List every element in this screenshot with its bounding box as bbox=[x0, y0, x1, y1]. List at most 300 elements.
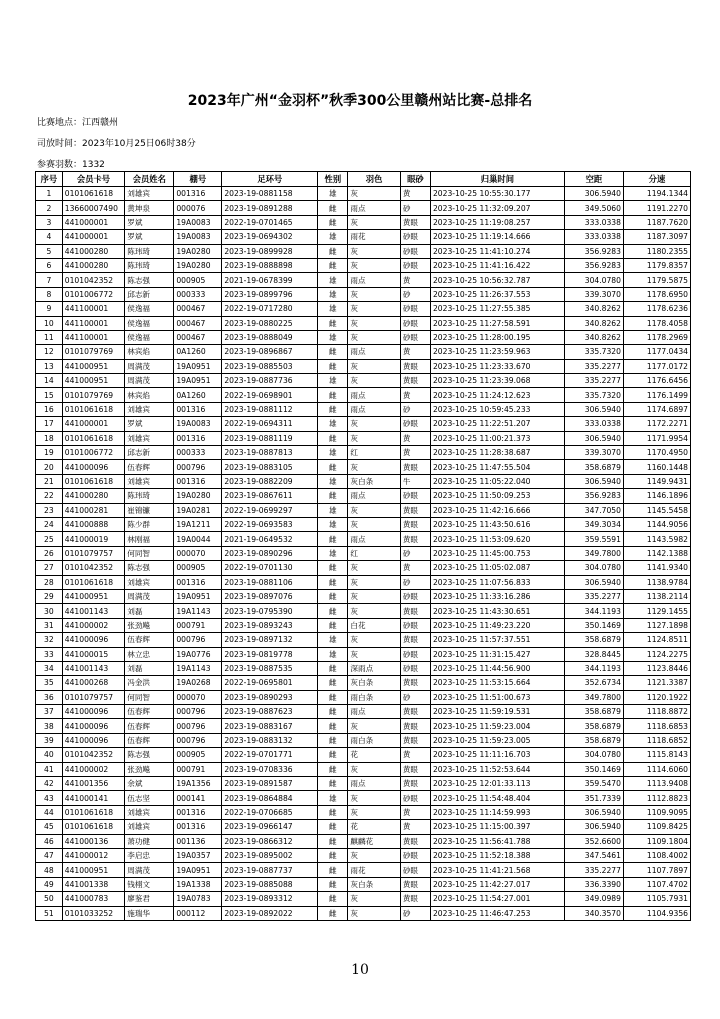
page-title: 2023年广州“金羽杯”秋季300公里赣州站比赛-总排名 bbox=[187, 93, 533, 109]
column-header-ring: 足环号 bbox=[222, 172, 318, 187]
cell-loft: 001316 bbox=[174, 402, 222, 416]
cell-member-name: 刘雄宾 bbox=[125, 474, 174, 488]
cell-color: 红 bbox=[348, 546, 400, 560]
cell-gender: 雄 bbox=[318, 546, 348, 560]
cell-arrival-time: 2023-10-25 11:52:18.388 bbox=[430, 848, 564, 862]
cell-gender: 雌 bbox=[318, 906, 348, 920]
cell-ring: 2022-19-0695801 bbox=[222, 676, 318, 690]
table-row bbox=[36, 316, 691, 330]
cell-ring: 2023-19-0881158 bbox=[222, 187, 318, 201]
cell-speed: 1187.3097 bbox=[623, 230, 690, 244]
cell-color: 雨白条 bbox=[348, 690, 400, 704]
table-row bbox=[36, 661, 691, 675]
cell-color: 灰 bbox=[348, 244, 400, 258]
cell-color: 雨点 bbox=[348, 273, 400, 287]
cell-loft: 000467 bbox=[174, 302, 222, 316]
column-header-arrival-time: 归巢时间 bbox=[430, 172, 564, 187]
cell-eye: 黄 bbox=[400, 446, 430, 460]
cell-speed: 1191.2270 bbox=[623, 201, 690, 215]
cell-distance: 349.3034 bbox=[564, 517, 623, 531]
cell-arrival-time: 2023-10-25 11:00:21.373 bbox=[430, 431, 564, 445]
cell-gender: 雌 bbox=[318, 892, 348, 906]
cell-distance: 306.5940 bbox=[564, 474, 623, 488]
table-row bbox=[36, 244, 691, 258]
cell-color: 雨点 bbox=[348, 345, 400, 359]
cell-color: 花 bbox=[348, 820, 400, 834]
cell-loft: 000791 bbox=[174, 762, 222, 776]
cell-arrival-time: 2023-10-25 11:49:23.220 bbox=[430, 618, 564, 632]
cell-member-name: 钱栩文 bbox=[125, 877, 174, 891]
table-row bbox=[36, 460, 691, 474]
cell-no: 2 bbox=[36, 201, 63, 215]
cell-gender: 雌 bbox=[318, 532, 348, 546]
cell-gender: 雄 bbox=[318, 374, 348, 388]
cell-distance: 340.3570 bbox=[564, 906, 623, 920]
cell-ring: 2022-19-0699297 bbox=[222, 503, 318, 517]
cell-loft: 000333 bbox=[174, 287, 222, 301]
cell-arrival-time: 2023-10-25 11:53:09.620 bbox=[430, 532, 564, 546]
cell-member-card: 13660007490 bbox=[62, 201, 124, 215]
cell-member-card: 441000015 bbox=[62, 647, 124, 661]
cell-member-card: 0101061618 bbox=[62, 474, 124, 488]
cell-gender: 雄 bbox=[318, 273, 348, 287]
cell-color: 灰 bbox=[348, 215, 400, 229]
cell-ring: 2022-19-0694311 bbox=[222, 417, 318, 431]
cell-eye: 砂眼 bbox=[400, 316, 430, 330]
cell-distance: 328.8445 bbox=[564, 647, 623, 661]
cell-no: 20 bbox=[36, 460, 63, 474]
cell-gender: 雄 bbox=[318, 187, 348, 201]
cell-ring: 2022-19-0706685 bbox=[222, 805, 318, 819]
cell-ring: 2023-19-0899928 bbox=[222, 244, 318, 258]
cell-eye: 黄眼 bbox=[400, 359, 430, 373]
cell-eye: 黄 bbox=[400, 561, 430, 575]
cell-gender: 雌 bbox=[318, 402, 348, 416]
cell-arrival-time: 2023-10-25 11:54:27.001 bbox=[430, 892, 564, 906]
table-row bbox=[36, 589, 691, 603]
cell-distance: 347.5461 bbox=[564, 848, 623, 862]
table-row bbox=[36, 201, 691, 215]
cell-member-card: 0101079757 bbox=[62, 690, 124, 704]
cell-distance: 335.2277 bbox=[564, 374, 623, 388]
cell-no: 32 bbox=[36, 633, 63, 647]
cell-ring: 2023-19-0888049 bbox=[222, 330, 318, 344]
cell-distance: 358.6879 bbox=[564, 633, 623, 647]
cell-distance: 358.6879 bbox=[564, 719, 623, 733]
cell-member-card: 441000001 bbox=[62, 230, 124, 244]
cell-speed: 1121.3387 bbox=[623, 676, 690, 690]
cell-speed: 1107.7897 bbox=[623, 863, 690, 877]
cell-member-name: 林立忠 bbox=[125, 647, 174, 661]
cell-speed: 1105.7931 bbox=[623, 892, 690, 906]
cell-speed: 1113.9408 bbox=[623, 777, 690, 791]
cell-ring: 2022-19-0698901 bbox=[222, 388, 318, 402]
cell-loft: 000141 bbox=[174, 791, 222, 805]
cell-eye: 黄 bbox=[400, 805, 430, 819]
cell-gender: 雌 bbox=[318, 676, 348, 690]
cell-loft: 000796 bbox=[174, 733, 222, 747]
cell-gender: 雌 bbox=[318, 719, 348, 733]
column-header-distance: 空距 bbox=[564, 172, 623, 187]
cell-arrival-time: 2023-10-25 11:41:16.422 bbox=[430, 258, 564, 272]
cell-speed: 1187.7620 bbox=[623, 215, 690, 229]
cell-speed: 1138.2114 bbox=[623, 589, 690, 603]
cell-eye: 黄眼 bbox=[400, 676, 430, 690]
cell-no: 13 bbox=[36, 359, 63, 373]
cell-gender: 雌 bbox=[318, 705, 348, 719]
cell-color: 深雨点 bbox=[348, 661, 400, 675]
table-header-row bbox=[36, 172, 691, 187]
cell-ring: 2023-19-0881119 bbox=[222, 431, 318, 445]
cell-loft: 001136 bbox=[174, 834, 222, 848]
cell-loft: 000905 bbox=[174, 273, 222, 287]
cell-no: 29 bbox=[36, 589, 63, 603]
cell-arrival-time: 2023-10-25 11:53:15.664 bbox=[430, 676, 564, 690]
cell-loft: 001316 bbox=[174, 474, 222, 488]
cell-gender: 雄 bbox=[318, 330, 348, 344]
cell-color: 灰 bbox=[348, 575, 400, 589]
cell-member-card: 441100001 bbox=[62, 330, 124, 344]
cell-member-card: 441100001 bbox=[62, 316, 124, 330]
cell-speed: 1109.1804 bbox=[623, 834, 690, 848]
cell-eye: 黄 bbox=[400, 345, 430, 359]
cell-no: 31 bbox=[36, 618, 63, 632]
cell-color: 灰 bbox=[348, 431, 400, 445]
cell-ring: 2023-19-0883132 bbox=[222, 733, 318, 747]
cell-speed: 1141.9340 bbox=[623, 561, 690, 575]
table-row bbox=[36, 618, 691, 632]
cell-speed: 1172.2271 bbox=[623, 417, 690, 431]
cell-gender: 雌 bbox=[318, 805, 348, 819]
cell-speed: 1123.8446 bbox=[623, 661, 690, 675]
cell-distance: 340.8262 bbox=[564, 316, 623, 330]
cell-eye: 黄眼 bbox=[400, 503, 430, 517]
cell-color: 灰 bbox=[348, 589, 400, 603]
cell-member-card: 0101042352 bbox=[62, 561, 124, 575]
cell-loft: 19A0280 bbox=[174, 258, 222, 272]
cell-ring: 2022-19-0701130 bbox=[222, 561, 318, 575]
cell-eye: 砂眼 bbox=[400, 330, 430, 344]
cell-loft: 000467 bbox=[174, 316, 222, 330]
cell-color: 灰 bbox=[348, 417, 400, 431]
cell-member-card: 441000096 bbox=[62, 633, 124, 647]
table-row bbox=[36, 705, 691, 719]
cell-no: 18 bbox=[36, 431, 63, 445]
cell-member-card: 441000002 bbox=[62, 618, 124, 632]
cell-member-name: 刘雄宾 bbox=[125, 805, 174, 819]
column-header-speed: 分速 bbox=[623, 172, 690, 187]
cell-distance: 344.1193 bbox=[564, 661, 623, 675]
cell-member-name: 廖鉴君 bbox=[125, 892, 174, 906]
cell-eye: 砂 bbox=[400, 906, 430, 920]
release-time: 司放时间：2023年10月25日06时38分 bbox=[37, 139, 196, 149]
cell-ring: 2023-19-0881112 bbox=[222, 402, 318, 416]
cell-arrival-time: 2023-10-25 11:14:59.993 bbox=[430, 805, 564, 819]
cell-member-card: 441100001 bbox=[62, 302, 124, 316]
cell-no: 21 bbox=[36, 474, 63, 488]
table-row bbox=[36, 676, 691, 690]
cell-ring: 2023-19-0883105 bbox=[222, 460, 318, 474]
cell-loft: 000076 bbox=[174, 201, 222, 215]
cell-member-name: 黄坤泉 bbox=[125, 201, 174, 215]
cell-loft: 19A1211 bbox=[174, 517, 222, 531]
cell-loft: 001316 bbox=[174, 187, 222, 201]
cell-color: 灰 bbox=[348, 604, 400, 618]
cell-loft: 19A1356 bbox=[174, 777, 222, 791]
cell-eye: 砂眼 bbox=[400, 647, 430, 661]
cell-loft: 19A0280 bbox=[174, 244, 222, 258]
cell-color: 灰 bbox=[348, 791, 400, 805]
cell-ring: 2022-19-0693583 bbox=[222, 517, 318, 531]
cell-speed: 1124.2275 bbox=[623, 647, 690, 661]
table-row bbox=[36, 330, 691, 344]
cell-arrival-time: 2023-10-25 11:57:37.551 bbox=[430, 633, 564, 647]
cell-no: 1 bbox=[36, 187, 63, 201]
cell-member-card: 0101079769 bbox=[62, 345, 124, 359]
cell-color: 灰 bbox=[348, 287, 400, 301]
cell-eye: 黄眼 bbox=[400, 604, 430, 618]
cell-loft: 19A0951 bbox=[174, 359, 222, 373]
cell-loft: 19A0776 bbox=[174, 647, 222, 661]
cell-arrival-time: 2023-10-25 11:26:37.553 bbox=[430, 287, 564, 301]
cell-ring: 2023-19-0881106 bbox=[222, 575, 318, 589]
cell-speed: 1104.9356 bbox=[623, 906, 690, 920]
cell-no: 38 bbox=[36, 719, 63, 733]
cell-speed: 1118.8872 bbox=[623, 705, 690, 719]
cell-distance: 351.7339 bbox=[564, 791, 623, 805]
cell-distance: 306.5940 bbox=[564, 805, 623, 819]
cell-eye: 砂眼 bbox=[400, 244, 430, 258]
cell-arrival-time: 2023-10-25 11:43:30.651 bbox=[430, 604, 564, 618]
cell-gender: 雌 bbox=[318, 690, 348, 704]
cell-loft: 19A0783 bbox=[174, 892, 222, 906]
cell-eye: 黄 bbox=[400, 748, 430, 762]
cell-arrival-time: 2023-10-25 11:45:00.753 bbox=[430, 546, 564, 560]
cell-eye: 黄眼 bbox=[400, 892, 430, 906]
cell-gender: 雌 bbox=[318, 359, 348, 373]
cell-member-card: 441000268 bbox=[62, 676, 124, 690]
cell-no: 42 bbox=[36, 777, 63, 791]
cell-arrival-time: 2023-10-25 11:44:56.900 bbox=[430, 661, 564, 675]
cell-ring: 2023-19-0694302 bbox=[222, 230, 318, 244]
cell-distance: 358.6879 bbox=[564, 733, 623, 747]
cell-no: 51 bbox=[36, 906, 63, 920]
table-row bbox=[36, 187, 691, 201]
cell-ring: 2022-19-0701771 bbox=[222, 748, 318, 762]
cell-distance: 352.6734 bbox=[564, 676, 623, 690]
cell-gender: 雌 bbox=[318, 431, 348, 445]
cell-speed: 1143.5982 bbox=[623, 532, 690, 546]
table-row bbox=[36, 719, 691, 733]
cell-distance: 304.0780 bbox=[564, 561, 623, 575]
table-row bbox=[36, 215, 691, 229]
cell-speed: 1112.8823 bbox=[623, 791, 690, 805]
cell-distance: 333.0338 bbox=[564, 215, 623, 229]
cell-eye: 黄眼 bbox=[400, 532, 430, 546]
cell-member-card: 441000281 bbox=[62, 503, 124, 517]
cell-member-name: 邱志新 bbox=[125, 446, 174, 460]
cell-no: 33 bbox=[36, 647, 63, 661]
cell-gender: 雄 bbox=[318, 633, 348, 647]
cell-gender: 雌 bbox=[318, 733, 348, 747]
cell-distance: 335.7320 bbox=[564, 345, 623, 359]
cell-speed: 1109.8425 bbox=[623, 820, 690, 834]
cell-ring: 2023-19-0891288 bbox=[222, 201, 318, 215]
cell-speed: 1178.4058 bbox=[623, 316, 690, 330]
cell-eye: 砂眼 bbox=[400, 230, 430, 244]
cell-arrival-time: 2023-10-25 11:05:22.040 bbox=[430, 474, 564, 488]
cell-speed: 1179.5875 bbox=[623, 273, 690, 287]
cell-color: 灰 bbox=[348, 805, 400, 819]
cell-gender: 雌 bbox=[318, 489, 348, 503]
cell-gender: 雌 bbox=[318, 762, 348, 776]
cell-arrival-time: 2023-10-25 11:54:48.404 bbox=[430, 791, 564, 805]
cell-no: 30 bbox=[36, 604, 63, 618]
cell-no: 48 bbox=[36, 863, 63, 877]
cell-no: 22 bbox=[36, 489, 63, 503]
cell-loft: 000796 bbox=[174, 719, 222, 733]
cell-ring: 2023-19-0883167 bbox=[222, 719, 318, 733]
cell-eye: 黄眼 bbox=[400, 374, 430, 388]
cell-eye: 黄眼 bbox=[400, 719, 430, 733]
cell-member-card: 441001338 bbox=[62, 877, 124, 891]
cell-eye: 砂眼 bbox=[400, 863, 430, 877]
cell-member-name: 林宾焰 bbox=[125, 388, 174, 402]
cell-ring: 2023-19-0864884 bbox=[222, 791, 318, 805]
cell-distance: 335.2277 bbox=[564, 359, 623, 373]
cell-distance: 335.7320 bbox=[564, 388, 623, 402]
cell-arrival-time: 2023-10-25 11:28:00.195 bbox=[430, 330, 564, 344]
table-row bbox=[36, 733, 691, 747]
cell-eye: 黄 bbox=[400, 273, 430, 287]
table-row bbox=[36, 863, 691, 877]
cell-no: 25 bbox=[36, 532, 63, 546]
cell-member-card: 0101006772 bbox=[62, 446, 124, 460]
table-row bbox=[36, 517, 691, 531]
ranking-table bbox=[35, 171, 691, 921]
cell-gender: 雄 bbox=[318, 287, 348, 301]
cell-ring: 2023-19-0887813 bbox=[222, 446, 318, 460]
cell-eye: 黄眼 bbox=[400, 633, 430, 647]
table-row bbox=[36, 302, 691, 316]
cell-ring: 2023-19-0966147 bbox=[222, 820, 318, 834]
cell-no: 8 bbox=[36, 287, 63, 301]
cell-color: 雨点 bbox=[348, 201, 400, 215]
cell-color: 雨花 bbox=[348, 863, 400, 877]
table-row bbox=[36, 359, 691, 373]
cell-distance: 306.5940 bbox=[564, 575, 623, 589]
cell-speed: 1177.0434 bbox=[623, 345, 690, 359]
cell-member-card: 441000141 bbox=[62, 791, 124, 805]
cell-member-card: 0101079757 bbox=[62, 546, 124, 560]
cell-arrival-time: 2023-10-25 11:31:15.427 bbox=[430, 647, 564, 661]
cell-color: 雨点 bbox=[348, 388, 400, 402]
table-row bbox=[36, 777, 691, 791]
cell-ring: 2023-19-0893312 bbox=[222, 892, 318, 906]
cell-ring: 2023-19-0891587 bbox=[222, 777, 318, 791]
cell-color: 灰 bbox=[348, 762, 400, 776]
cell-eye: 黄眼 bbox=[400, 517, 430, 531]
cell-eye: 黄眼 bbox=[400, 460, 430, 474]
cell-no: 46 bbox=[36, 834, 63, 848]
cell-no: 36 bbox=[36, 690, 63, 704]
cell-member-card: 441000951 bbox=[62, 863, 124, 877]
cell-arrival-time: 2023-10-25 11:59:19.531 bbox=[430, 705, 564, 719]
table-row bbox=[36, 374, 691, 388]
cell-member-name: 伍春辉 bbox=[125, 719, 174, 733]
cell-member-name: 周满茂 bbox=[125, 589, 174, 603]
cell-member-card: 441000280 bbox=[62, 489, 124, 503]
cell-speed: 1129.1455 bbox=[623, 604, 690, 618]
cell-distance: 349.5060 bbox=[564, 201, 623, 215]
cell-speed: 1178.6236 bbox=[623, 302, 690, 316]
cell-member-card: 441000951 bbox=[62, 359, 124, 373]
cell-no: 37 bbox=[36, 705, 63, 719]
cell-loft: 19A0083 bbox=[174, 230, 222, 244]
cell-ring: 2023-19-0866312 bbox=[222, 834, 318, 848]
cell-gender: 雌 bbox=[318, 215, 348, 229]
cell-gender: 雌 bbox=[318, 244, 348, 258]
cell-member-card: 0101061618 bbox=[62, 187, 124, 201]
cell-loft: 19A0951 bbox=[174, 863, 222, 877]
cell-color: 灰 bbox=[348, 906, 400, 920]
cell-member-name: 刘雄宾 bbox=[125, 820, 174, 834]
cell-color: 雨点 bbox=[348, 402, 400, 416]
cell-member-name: 李启忠 bbox=[125, 848, 174, 862]
cell-eye: 砂 bbox=[400, 287, 430, 301]
cell-speed: 1142.1388 bbox=[623, 546, 690, 560]
table-row bbox=[36, 748, 691, 762]
cell-eye: 黄眼 bbox=[400, 834, 430, 848]
cell-ring: 2023-19-0892022 bbox=[222, 906, 318, 920]
cell-ring: 2023-19-0897132 bbox=[222, 633, 318, 647]
cell-color: 红 bbox=[348, 446, 400, 460]
cell-distance: 356.9283 bbox=[564, 489, 623, 503]
cell-speed: 1180.2355 bbox=[623, 244, 690, 258]
cell-speed: 1115.8143 bbox=[623, 748, 690, 762]
cell-distance: 352.6600 bbox=[564, 834, 623, 848]
cell-distance: 350.1469 bbox=[564, 618, 623, 632]
cell-member-card: 441000096 bbox=[62, 719, 124, 733]
table-row bbox=[36, 647, 691, 661]
cell-member-name: 伍春辉 bbox=[125, 733, 174, 747]
cell-member-card: 441000096 bbox=[62, 460, 124, 474]
table-row bbox=[36, 345, 691, 359]
cell-loft: 001316 bbox=[174, 805, 222, 819]
cell-speed: 1178.2969 bbox=[623, 330, 690, 344]
column-header-eye: 眼砂 bbox=[400, 172, 430, 187]
cell-no: 11 bbox=[36, 330, 63, 344]
cell-member-name: 伍春辉 bbox=[125, 705, 174, 719]
cell-speed: 1118.6853 bbox=[623, 719, 690, 733]
cell-member-card: 441000001 bbox=[62, 215, 124, 229]
table-row bbox=[36, 474, 691, 488]
cell-gender: 雌 bbox=[318, 661, 348, 675]
cell-loft: 000070 bbox=[174, 546, 222, 560]
cell-gender: 雌 bbox=[318, 748, 348, 762]
cell-ring: 2023-19-0887535 bbox=[222, 661, 318, 675]
cell-member-card: 441000280 bbox=[62, 244, 124, 258]
cell-speed: 1170.4950 bbox=[623, 446, 690, 460]
cell-speed: 1124.8511 bbox=[623, 633, 690, 647]
cell-member-name: 侯逸福 bbox=[125, 302, 174, 316]
cell-distance: 350.1469 bbox=[564, 762, 623, 776]
table-row bbox=[36, 489, 691, 503]
cell-loft: 001316 bbox=[174, 575, 222, 589]
cell-no: 19 bbox=[36, 446, 63, 460]
cell-gender: 雄 bbox=[318, 517, 348, 531]
cell-eye: 黄 bbox=[400, 187, 430, 201]
